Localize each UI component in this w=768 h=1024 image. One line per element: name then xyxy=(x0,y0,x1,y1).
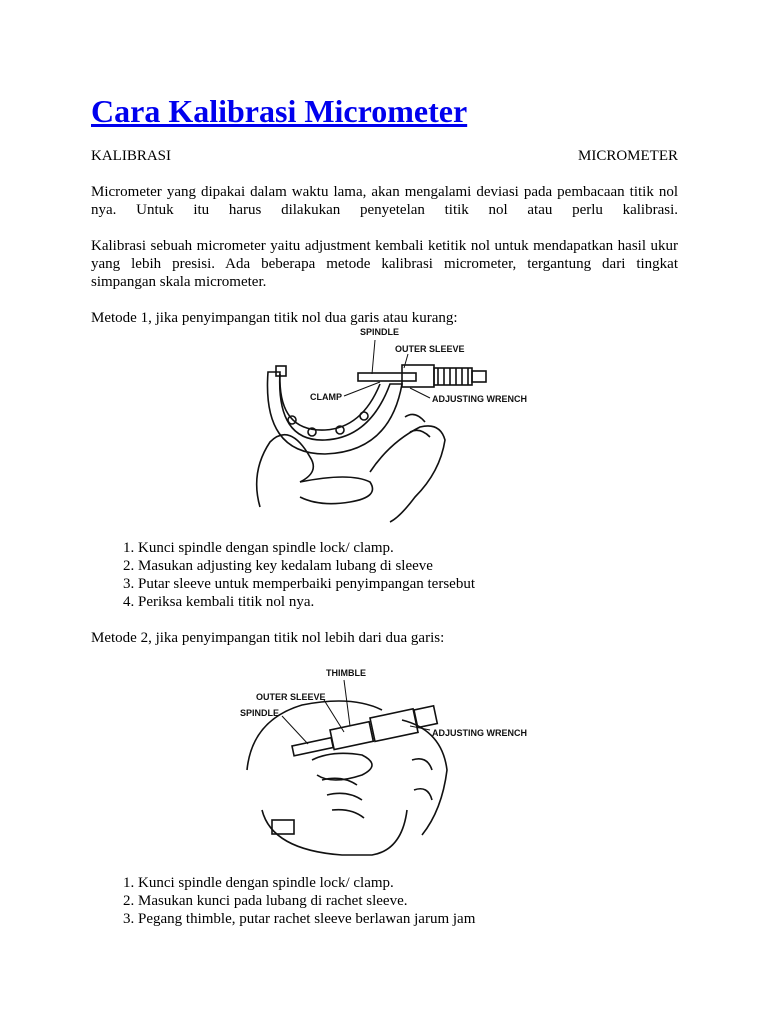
method-2-intro: Metode 2, jika penyimpangan titik nol lebih dari dua garis: xyxy=(91,630,445,646)
paragraph-1-line-2: nya. Untuk itu harus dilakukan penyetelan titik nol atau perlu kalibrasi. xyxy=(91,202,678,218)
label-outer-sleeve: OUTER SLEEVE xyxy=(395,344,465,354)
label-spindle: SPINDLE xyxy=(360,327,400,337)
label-outer-sleeve: OUTER SLEEVE xyxy=(256,692,326,702)
micrometer-figure-1 xyxy=(240,322,540,527)
heading-right: MICROMETER xyxy=(577,148,678,164)
list-item: 3. Pegang thimble, putar rachet sleeve berlawan jarum jam xyxy=(138,910,475,928)
paragraph-2-line-2: yang lebih presisi. Ada beberapa metode kalibrasi micrometer, tergantung dari tingkat xyxy=(91,256,678,272)
list-item: 1. Kunci spindle dengan spindle lock/ clamp. xyxy=(138,539,475,557)
list-item: 1. Kunci spindle dengan spindle lock/ clamp. xyxy=(138,874,475,892)
label-adjusting-wrench: ADJUSTING WRENCH xyxy=(432,394,528,404)
heading-left: KALIBRASI xyxy=(91,148,172,164)
list-item: 3. Putar sleeve untuk memperbaiki penyimpangan tersebut xyxy=(138,575,475,593)
paragraph-1-line-1: Micrometer yang dipakai dalam waktu lama, akan mengalami deviasi pada pembacaan titik nol xyxy=(91,184,678,200)
label-clamp: CLAMP xyxy=(310,392,342,402)
heading-row xyxy=(91,147,678,165)
list-item: 2. Masukan adjusting key kedalam lubang di sleeve xyxy=(138,557,475,575)
method-1-steps xyxy=(91,539,475,611)
label-thimble: THIMBLE xyxy=(326,668,366,678)
page-title[interactable]: Cara Kalibrasi Micrometer xyxy=(91,93,468,129)
label-adjusting-wrench: ADJUSTING WRENCH xyxy=(432,728,528,738)
method-1-intro: Metode 1, jika penyimpangan titik nol dua garis atau kurang: xyxy=(91,310,458,326)
list-item: 4. Periksa kembali titik nol nya. xyxy=(138,593,475,611)
method-2-steps xyxy=(91,874,475,928)
list-item: 2. Masukan kunci pada lubang di rachet sleeve. xyxy=(138,892,475,910)
paragraph-2-line-1: Kalibrasi sebuah micrometer yaitu adjustment kembali ketitik nol untuk mendapatkan hasil ukur xyxy=(91,238,678,254)
label-spindle: SPINDLE xyxy=(240,708,280,718)
paragraph-2-line-3: simpangan skala micrometer. xyxy=(91,274,267,290)
micrometer-figure-2 xyxy=(232,660,537,860)
